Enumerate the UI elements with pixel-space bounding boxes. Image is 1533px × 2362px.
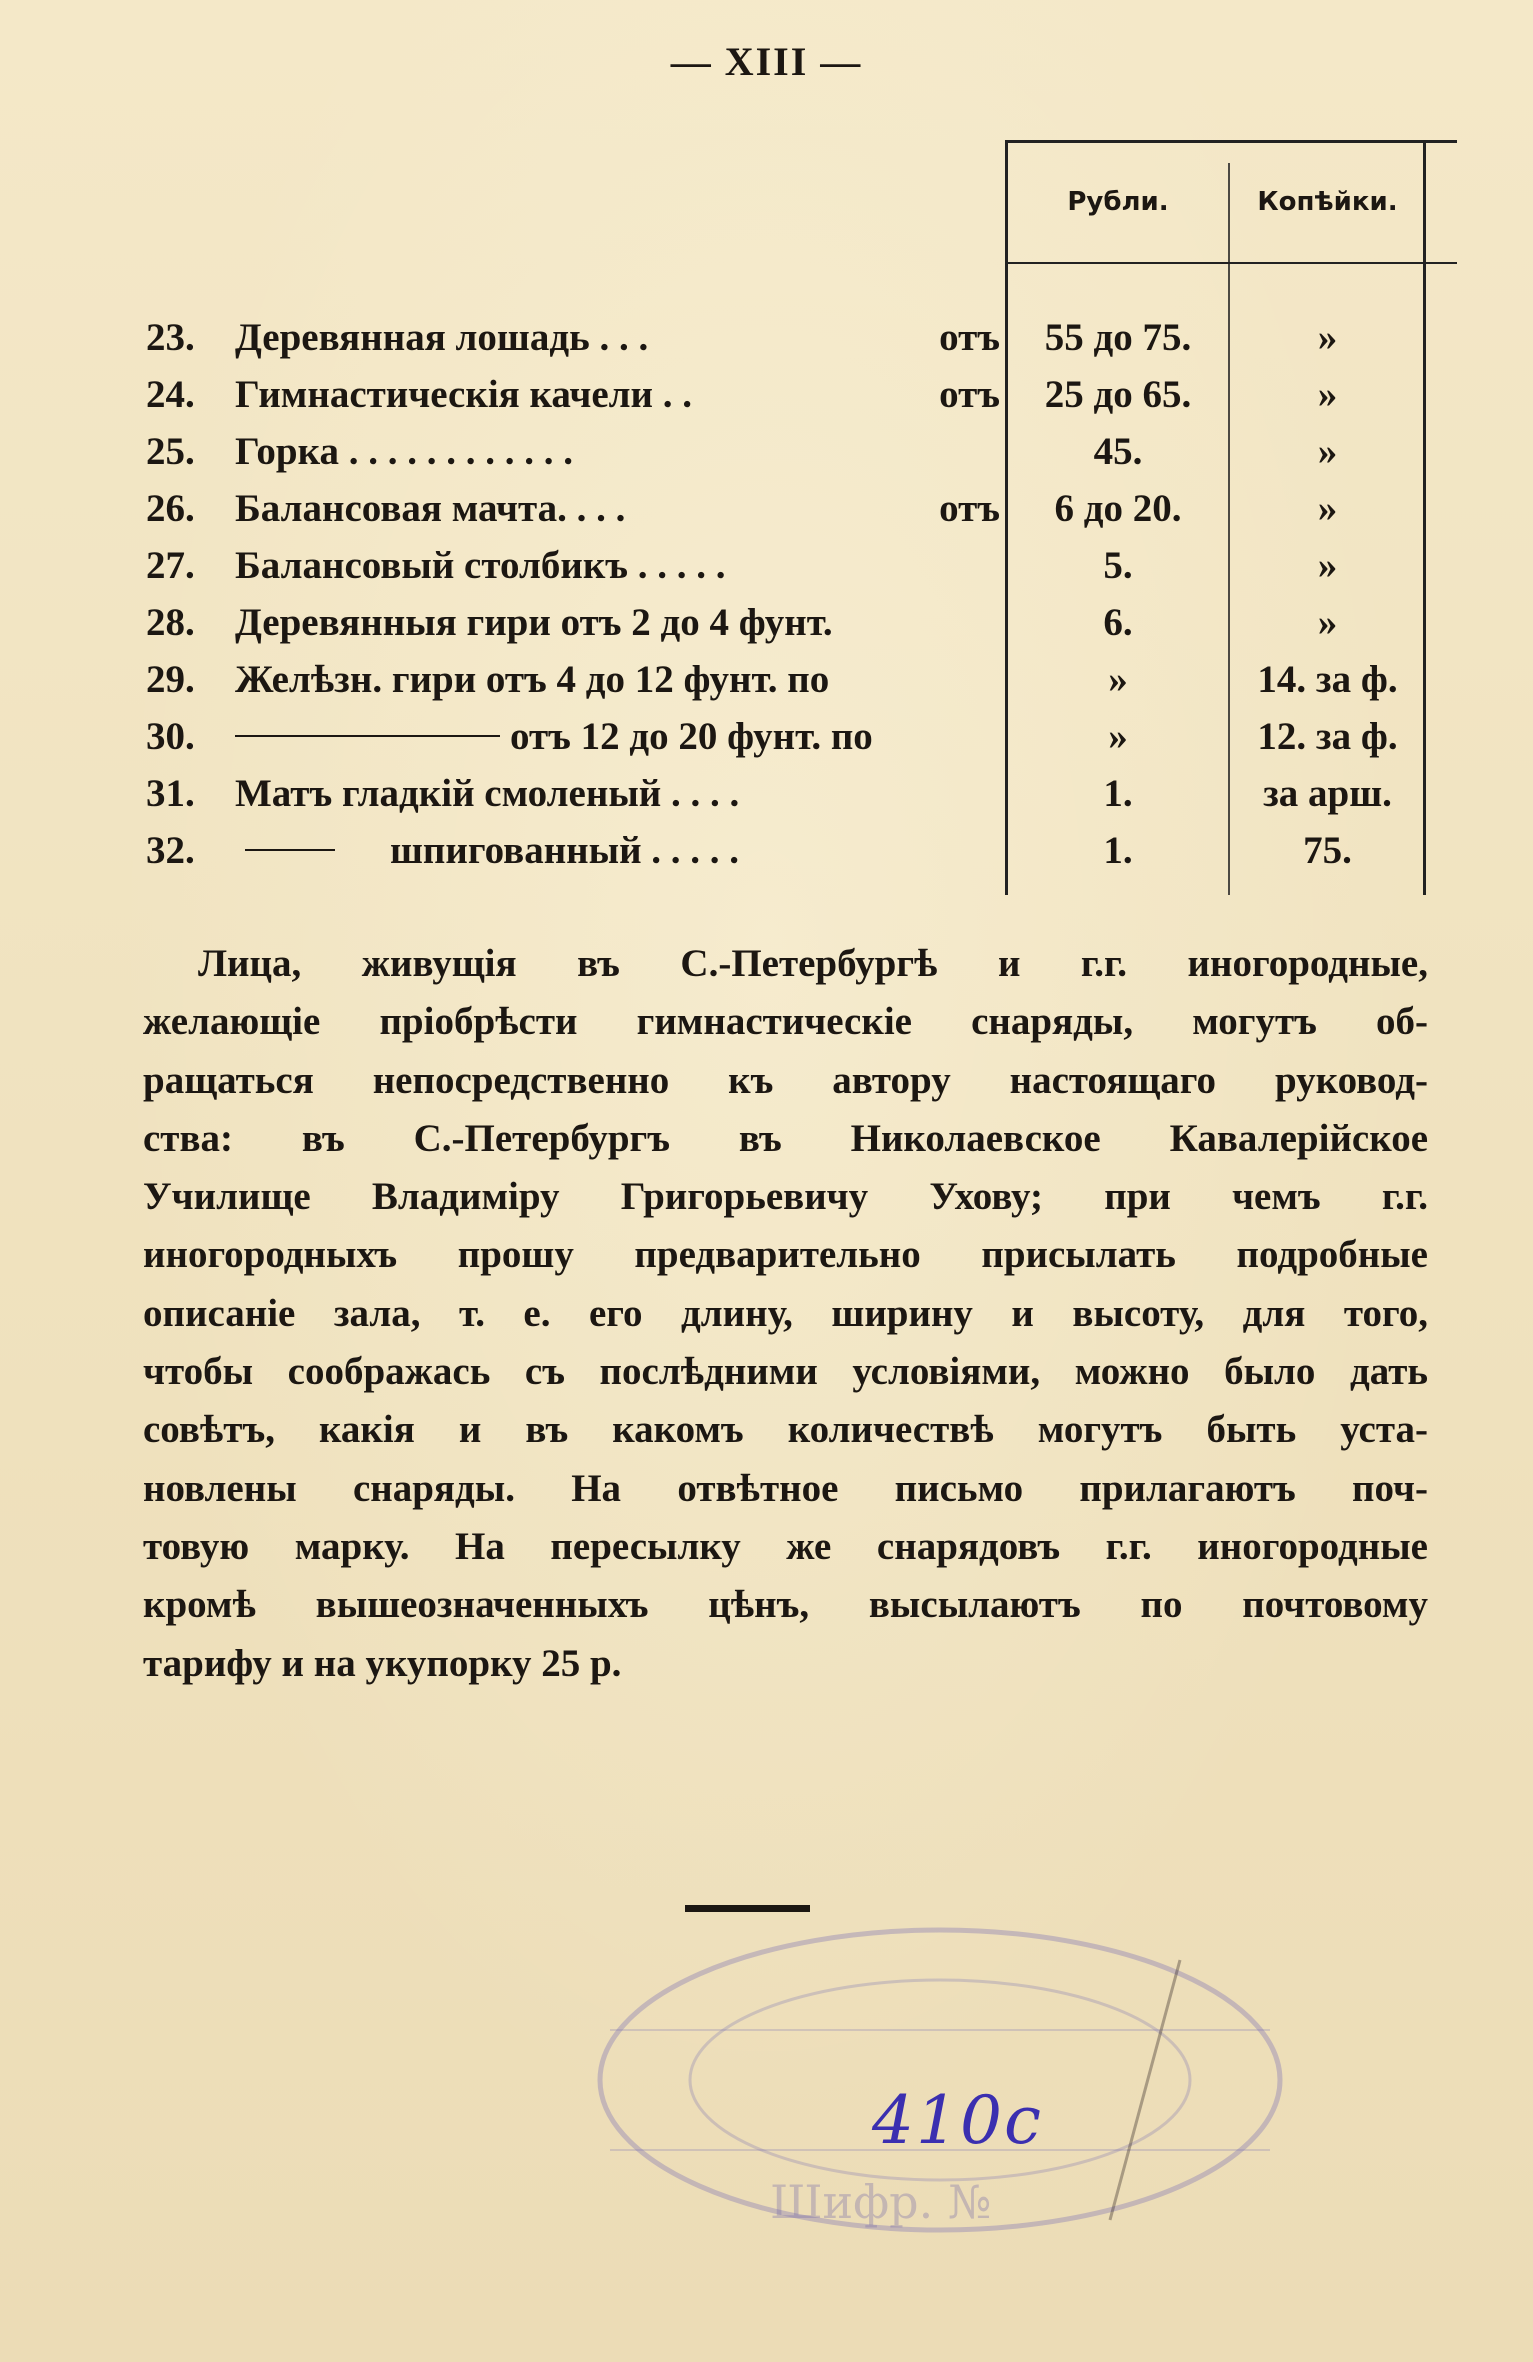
ordering-notice bbox=[143, 935, 1428, 1693]
table-row bbox=[130, 429, 1430, 485]
table-row bbox=[130, 372, 1430, 428]
price-kopecks: 75. bbox=[1303, 829, 1352, 872]
price-kopecks: » bbox=[1317, 316, 1338, 359]
item-from: отъ bbox=[939, 316, 1000, 359]
notice-line: Лица, живущія въ С.-Петербургѣ и г.г. иногородные, bbox=[198, 942, 1428, 985]
notice-line: совѣтъ, какія и въ какомъ количествѣ могутъ быть уста- bbox=[143, 1408, 1428, 1452]
notice-line: тарифу и на укупорку 25 р. bbox=[143, 1641, 622, 1685]
item-name: Балансовая мачта. . . . bbox=[235, 487, 626, 530]
table-row bbox=[130, 828, 1430, 884]
row-number: 23. bbox=[146, 316, 195, 359]
row-number: 30. bbox=[146, 715, 195, 758]
table-row bbox=[130, 600, 1430, 656]
item-name: Гимнастическія качели . . bbox=[235, 373, 692, 416]
price-rubles: 5. bbox=[1103, 544, 1133, 587]
item-name: Деревянныя гири отъ 2 до 4 фунт. bbox=[235, 601, 833, 644]
stamp-pen-stroke bbox=[1110, 1960, 1180, 2220]
ditto-dash bbox=[245, 849, 335, 851]
item-name: Деревянная лошадь . . . bbox=[235, 316, 649, 359]
column-header-kopecks: Копѣйки. bbox=[1257, 187, 1398, 217]
price-rubles: 1. bbox=[1103, 829, 1133, 872]
notice-line: новлены снаряды. На отвѣтное письмо прилагаютъ поч- bbox=[143, 1466, 1428, 1510]
price-kopecks: » bbox=[1317, 544, 1338, 587]
table-row bbox=[130, 543, 1430, 599]
price-kopecks: » bbox=[1317, 430, 1338, 473]
price-rubles: 25 до 65. bbox=[1044, 373, 1192, 416]
row-number: 27. bbox=[146, 544, 195, 587]
price-kopecks: 12. за ф. bbox=[1257, 715, 1398, 758]
price-kopecks: за арш. bbox=[1263, 772, 1392, 815]
row-number: 29. bbox=[146, 658, 195, 701]
price-kopecks: » bbox=[1317, 373, 1338, 416]
notice-line: иногородныхъ прошу предварительно присылать подробные bbox=[143, 1233, 1428, 1277]
row-number: 25. bbox=[146, 430, 195, 473]
notice-line: товую марку. На пересылку же снарядовъ г.г. иногородные bbox=[143, 1524, 1428, 1568]
item-name-with-ditto bbox=[235, 714, 873, 759]
item-name: отъ 12 до 20 фунт. по bbox=[510, 715, 873, 758]
notice-line: описаніе зала, т. е. его длину, ширину и высоту, для того, bbox=[143, 1291, 1428, 1335]
price-table bbox=[130, 135, 1430, 900]
item-name-with-ditto bbox=[235, 828, 739, 873]
table-row bbox=[130, 315, 1430, 371]
row-number: 26. bbox=[146, 487, 195, 530]
price-kopecks: » bbox=[1317, 487, 1338, 530]
notice-line: чтобы соображась съ послѣдними условіями, можно было дать bbox=[143, 1350, 1428, 1394]
item-name: Горка . . . . . . . . . . . . bbox=[235, 430, 573, 473]
price-rubles: 6 до 20. bbox=[1054, 487, 1182, 530]
item-name: шпигованный . . . . . bbox=[390, 829, 740, 872]
item-from: отъ bbox=[939, 373, 1000, 416]
price-rubles: » bbox=[1108, 658, 1128, 701]
table-row bbox=[130, 714, 1430, 770]
closing-rule bbox=[685, 1905, 810, 1912]
price-rubles: 45. bbox=[1093, 430, 1143, 473]
item-name: Балансовый столбикъ . . . . . bbox=[235, 544, 726, 587]
item-name: Матъ гладкій смоленый . . . . bbox=[235, 772, 740, 815]
price-kopecks: 14. за ф. bbox=[1257, 658, 1398, 701]
item-from: отъ bbox=[939, 487, 1000, 530]
table-top-rule bbox=[1005, 140, 1457, 143]
row-number: 32. bbox=[146, 829, 195, 872]
row-number: 24. bbox=[146, 373, 195, 416]
price-rubles: 6. bbox=[1103, 601, 1133, 644]
item-name: Желѣзн. гири отъ 4 до 12 фунт. по bbox=[235, 658, 830, 701]
price-rubles: 1. bbox=[1103, 772, 1133, 815]
notice-line: желающіе пріобрѣсти гимнастическіе снаряды, могутъ об- bbox=[143, 1000, 1428, 1044]
notice-line: ства: въ С.-Петербургъ въ Николаевское Кавалерійское bbox=[143, 1116, 1428, 1160]
ditto-dash bbox=[235, 735, 500, 737]
price-rubles: 55 до 75. bbox=[1044, 316, 1192, 359]
handwritten-shelfmark: 410с bbox=[872, 2082, 1043, 2159]
table-row bbox=[130, 486, 1430, 542]
column-header-rubles: Рубли. bbox=[1067, 187, 1169, 217]
row-number: 31. bbox=[146, 772, 195, 815]
row-number: 28. bbox=[146, 601, 195, 644]
notice-line: Училище Владиміру Григорьевичу Ухову; при чемъ г.г. bbox=[143, 1175, 1428, 1219]
notice-line: ращаться непосредственно къ автору настоящаго руковод- bbox=[143, 1058, 1428, 1102]
table-header-rule bbox=[1005, 262, 1457, 264]
table-row bbox=[130, 657, 1430, 713]
price-rubles: » bbox=[1108, 715, 1128, 758]
stamp-shelfmark-label: Шифр. № bbox=[770, 2175, 992, 2229]
notice-line: кромѣ вышеозначенныхъ цѣнъ, высылаютъ по почтовому bbox=[143, 1583, 1428, 1627]
price-kopecks: » bbox=[1317, 601, 1338, 644]
page-number: — XIII — bbox=[670, 39, 863, 84]
table-row bbox=[130, 771, 1430, 827]
